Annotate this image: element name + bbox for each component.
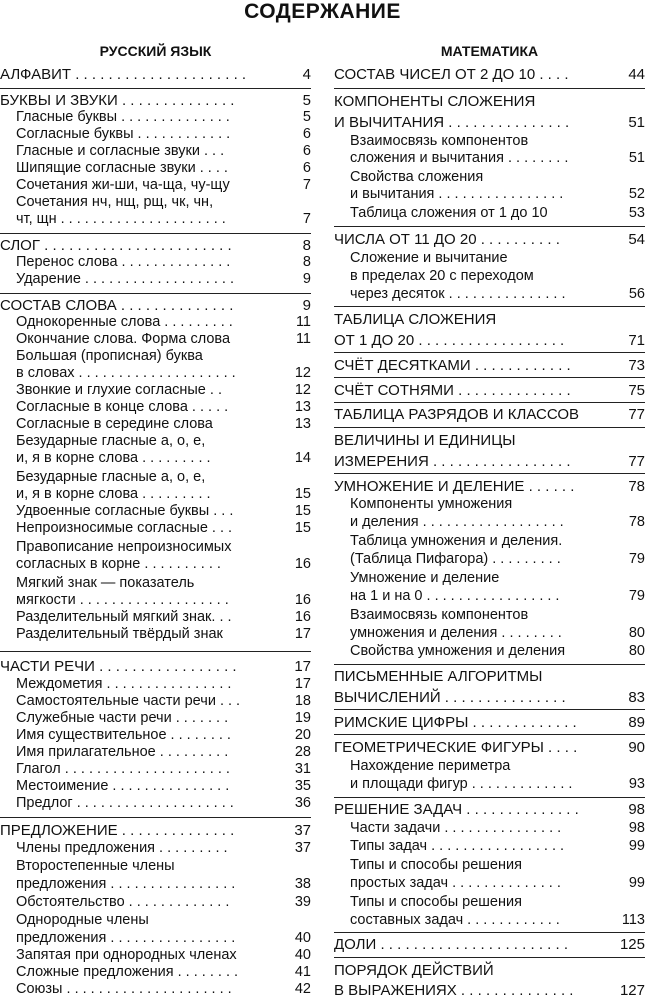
section-divider: [334, 932, 645, 933]
section-divider: [334, 88, 645, 89]
section-divider: [334, 402, 645, 403]
section-divider: [334, 664, 645, 665]
section-divider: [334, 226, 645, 227]
section-divider: [334, 734, 645, 735]
section-divider: [0, 88, 311, 89]
section-divider: [334, 352, 645, 353]
section-divider: [0, 293, 311, 294]
section-divider: [0, 233, 311, 234]
section-divider: [0, 651, 311, 652]
section-heading-russian: РУССКИЙ ЯЗЫК: [99, 43, 212, 59]
section-divider: [334, 957, 645, 958]
section-divider: [334, 377, 645, 378]
section-divider: [334, 427, 645, 428]
section-divider: [334, 797, 645, 798]
section-divider: [334, 473, 645, 474]
section-divider: [334, 709, 645, 710]
section-heading-math: МАТЕМАТИКА: [440, 43, 539, 59]
page-title: СОДЕРЖАНИЕ: [244, 0, 401, 23]
section-divider: [0, 817, 311, 818]
section-divider: [334, 306, 645, 307]
